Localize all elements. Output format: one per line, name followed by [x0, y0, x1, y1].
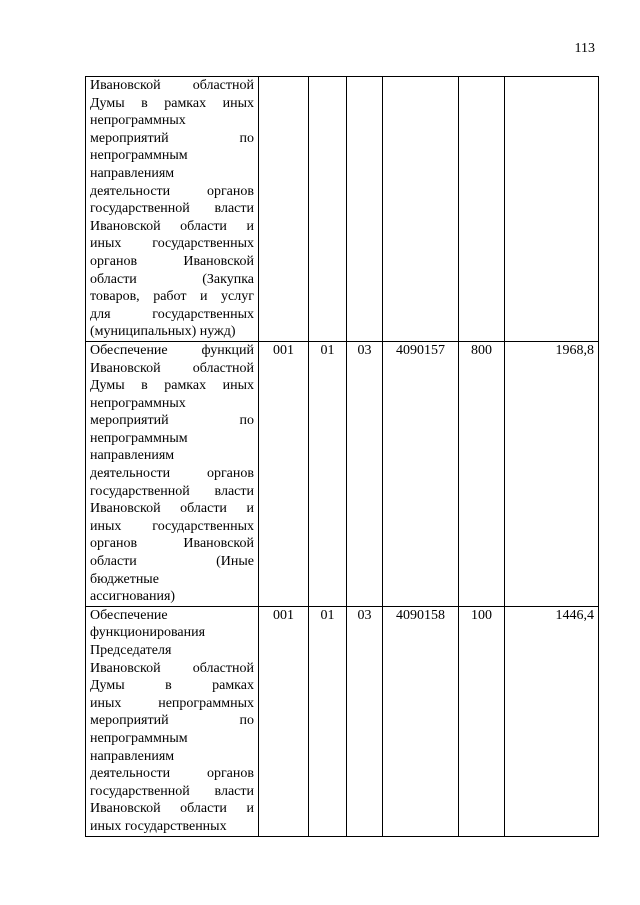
expense-name-line: для государственных	[90, 306, 254, 322]
target-article-cell: 4090157	[383, 341, 459, 606]
subsection-code-cell	[347, 77, 383, 342]
expense-name-cell	[86, 77, 259, 342]
expense-name-line: Думы в рамках	[90, 678, 254, 694]
page-number: 113	[574, 41, 595, 56]
expense-name-line: ассигнования)	[90, 589, 176, 605]
expense-name-line: бюджетные	[90, 571, 159, 587]
expense-name-line: (муниципальных) нужд)	[90, 324, 236, 340]
expense-name-line: функционирования	[90, 625, 206, 641]
expense-name-line: иных государственных	[90, 518, 254, 534]
expense-type-cell	[459, 77, 505, 342]
expense-name-line: органов Ивановской	[90, 536, 254, 552]
expense-name-line: органов Ивановской	[90, 253, 254, 269]
section-code-cell	[309, 77, 347, 342]
subsection-code-cell: 03	[347, 341, 383, 606]
expense-name-line: Обеспечение	[90, 607, 168, 623]
expense-name-line: области (Закупка	[90, 271, 254, 287]
expense-name-cell	[86, 341, 259, 606]
budget-table	[85, 76, 599, 837]
expense-name-line: непрограммным	[90, 730, 188, 746]
expense-name-line: мероприятий по	[90, 713, 254, 729]
expense-name-line: товаров, работ и услуг	[90, 289, 254, 305]
expense-type-cell: 800	[459, 341, 505, 606]
expense-name-line: непрограммным	[90, 148, 188, 164]
amount-cell: 1446,4	[505, 606, 599, 836]
expense-name-line: направлениям	[90, 748, 175, 764]
expense-name-line: государственной власти	[90, 483, 254, 499]
expense-name-line: государственной власти	[90, 783, 254, 799]
expense-name-line: Ивановской области и	[90, 801, 254, 817]
expense-name-line: области (Иные	[90, 554, 254, 570]
expense-name-line: непрограммных	[90, 395, 186, 411]
ved-code-cell: 001	[259, 341, 309, 606]
expense-name-line: Председателя	[90, 643, 172, 658]
expense-name-cell	[86, 606, 259, 836]
expense-name-line: непрограммным	[90, 430, 188, 446]
table-row	[86, 606, 599, 836]
expense-name-line: Думы в рамках иных	[90, 378, 254, 394]
table-row	[86, 341, 599, 606]
section-code-cell: 01	[309, 341, 347, 606]
expense-name-line: Ивановской области и	[90, 218, 254, 234]
expense-name-line: Думы в рамках иных	[90, 95, 254, 111]
expense-name-line: Обеспечение функций	[90, 342, 254, 358]
expense-name-line: государственной власти	[90, 201, 254, 217]
amount-cell	[505, 77, 599, 342]
ved-code-cell	[259, 77, 309, 342]
target-article-cell	[383, 77, 459, 342]
expense-name-line: мероприятий по	[90, 130, 254, 146]
expense-name-line: иных государственных	[90, 236, 254, 252]
expense-name-line: Ивановской областной	[90, 78, 254, 93]
expense-name-line: деятельности органов	[90, 766, 254, 782]
expense-name-line: Ивановской областной	[90, 360, 254, 376]
expense-name-line: деятельности органов	[90, 183, 254, 199]
amount-cell: 1968,8	[505, 341, 599, 606]
ved-code-cell: 001	[259, 606, 309, 836]
expense-name-line: мероприятий по	[90, 413, 254, 429]
expense-name-line: направлениям	[90, 165, 175, 181]
expense-name-line: иных государственных	[90, 818, 227, 834]
expense-type-cell: 100	[459, 606, 505, 836]
target-article-cell: 4090158	[383, 606, 459, 836]
expense-name-line: направлениям	[90, 448, 175, 464]
subsection-code-cell: 03	[347, 606, 383, 836]
expense-name-line: непрограммных	[90, 113, 186, 129]
expense-name-line: деятельности органов	[90, 466, 254, 482]
expense-name-line: Ивановской областной	[90, 660, 254, 676]
expense-name-line: иных непрограммных	[90, 695, 254, 711]
section-code-cell: 01	[309, 606, 347, 836]
table-row	[86, 77, 599, 342]
expense-name-line: Ивановской области и	[90, 501, 254, 517]
